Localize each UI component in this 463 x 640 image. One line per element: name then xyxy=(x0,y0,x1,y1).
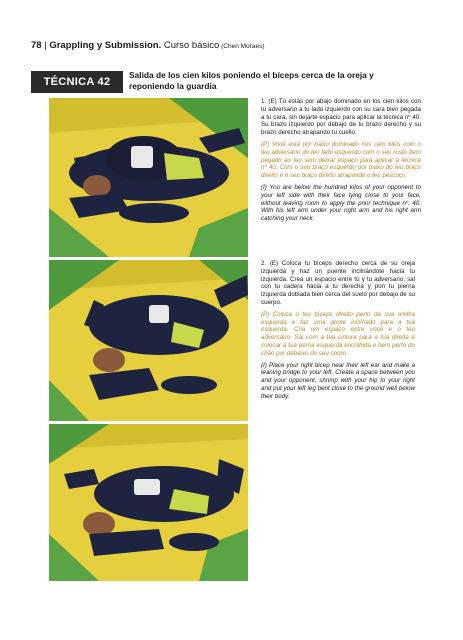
technique-badge: TÉCNICA 42 xyxy=(31,71,123,93)
book-title: Grappling y Submission. xyxy=(49,40,162,51)
page-header xyxy=(31,40,441,51)
step-1-pt: (P) Você está por baixo dominado nos cem kilos com o teu adversário do teu lado esquerdo com o seu rosto bem pegado ao teu sem deixar espaço para aplicar a técnica nº 40. Com o seu braço esquerdo por baixo do teu braço direito e o seu braço direito atrapando o teu pescoço. xyxy=(261,140,421,180)
step-2-es: 2. (E) Coloca tu bíceps derecho cerca de su oreja izquierda y haz un puente inclinándote hacia tu izquierda. Crea un espacio entre tú y tu adversario, sal con tu cadera hacia a tu derecha y pon tu pierna izquierda doblada bien cerca del suelo por debajo de su cuerpo. xyxy=(261,260,415,306)
photo-step-3 xyxy=(49,424,248,581)
step-1-text xyxy=(261,98,421,223)
photo-step-1 xyxy=(49,98,248,257)
step-1-es: 1. (E) Tú estás por abajo dominado en los cien kilos con tu adversario a tu lado izquierdo con su cara bien pegada a tu cara, sin dejarte espacio para aplicar la técnica nº 40. Su brazo izquierdo por debajo de tu brazo derecho y su brazo derecho atrapando tu cuello. xyxy=(261,98,421,137)
step-2-text xyxy=(261,260,415,401)
technique-title: Salida de los cien kilos poniendo el bíceps cerca de la oreja y reponiendo la guardia xyxy=(129,70,374,91)
step-2-en: (I) Place your right bicep near their left ear and make a leaning bridge to your left. Create a space between you and your opponent, shrimp with your hip to your right and put your left leg bent close to the ground well below their body. xyxy=(261,361,415,400)
step-2-pt: (P) Coloca o teu bíceps direito perto da sua orelha esquerda e faz uma ponte inclinado para a tua esquerda. Cria um espaço entre você e o teu adversário. Sai com a tua cintura para a tua direita e colocar a tua perna esquerda encolhida e bem perto do chão por debaixo do seu corpo. xyxy=(261,310,415,357)
book-author: (Chen Moraes) xyxy=(219,43,265,50)
page-number: 78 xyxy=(31,40,42,51)
book-subtitle: Curso básico xyxy=(161,40,220,51)
header-separator: | xyxy=(41,40,50,51)
photo-step-2 xyxy=(49,260,248,421)
step-1-en: (I) You are below the hundred kilos of your opponent to your left side with their face lying close to your face, without leaving room to apply the prior technique nº. 40. With his left arm under your right arm and his right arm catching your neck. xyxy=(261,183,421,223)
